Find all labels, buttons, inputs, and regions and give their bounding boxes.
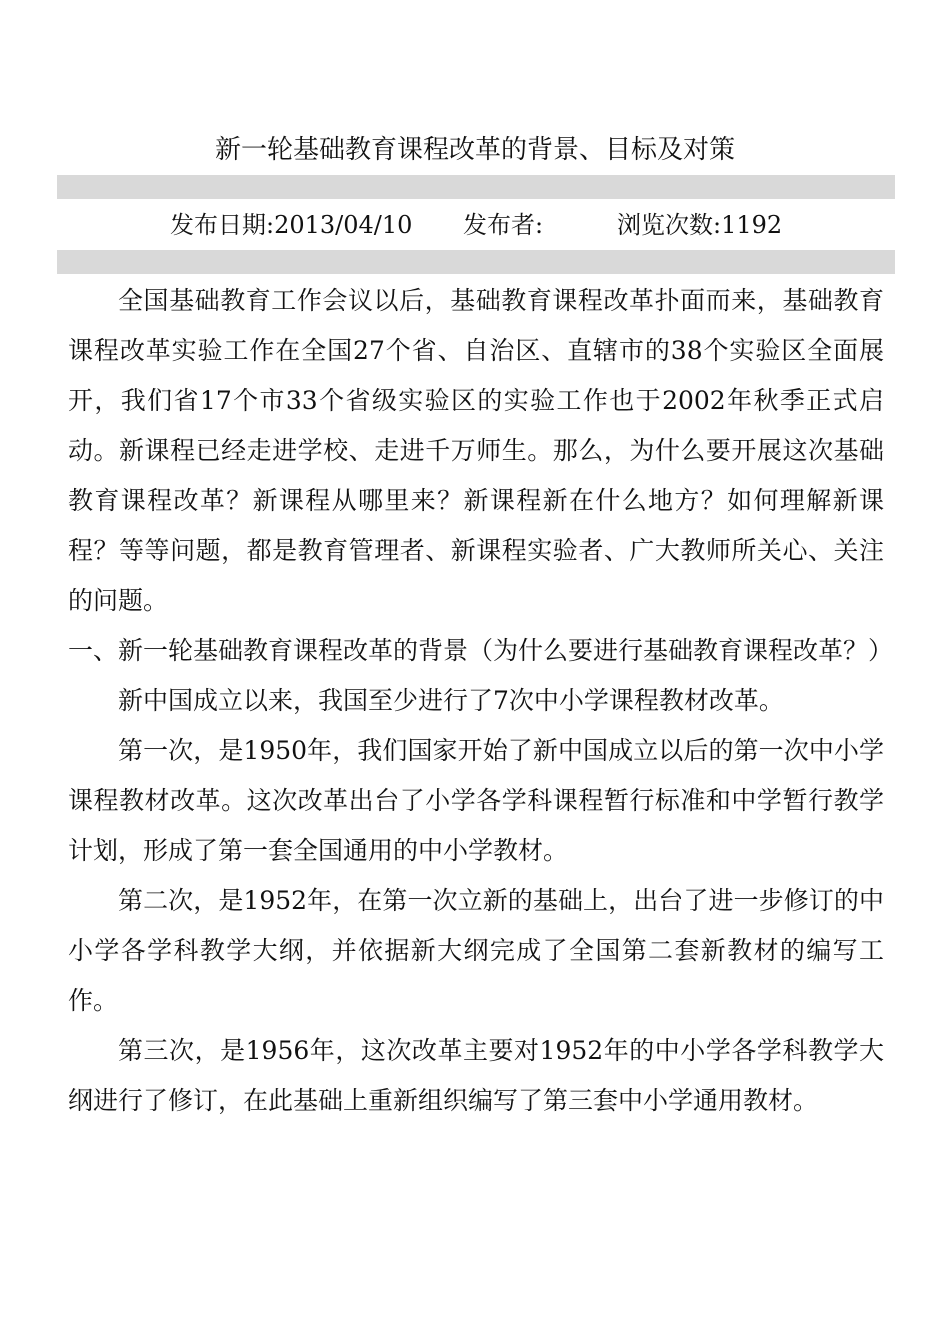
page-title: 新一轮基础教育课程改革的背景、目标及对策 [214,135,735,165]
paragraph: 第三次，是1956年，这次改革主要对1952年的中小学各学科教学大纲进行了修订，在此基础上重新组织编写了第三套中小学通用教材。 [68,1036,884,1115]
paragraph: 第一次，是1950年，我们国家开始了新中国成立以后的第一次中小学课程教材改革。这次改革出台了小学各学科课程暂行标准和中学暂行教学计划，形成了第一套全国通用的中小学教材。 [68,736,884,865]
paragraph: 第二次，是1952年，在第一次立新的基础上，出台了进一步修订的中小学各学科教学大纲，并依据新大纲完成了全国第二套新教材的编写工作。 [68,886,884,1015]
section-heading: 一、新一轮基础教育课程改革的背景（为什么要进行基础教育课程改革？） [68,636,894,665]
article-body [68,276,894,1126]
publish-date: 发布日期:2013/04/10 [170,211,413,239]
paragraph-intro: 全国基础教育工作会议以后，基础教育课程改革扑面而来，基础教育课程改革实验工作在全国27个省、自治区、直辖市的38个实验区全面展开，我们省17个市33个省级实验区的实验工作也于2002年秋季正式启动。新课程已经走进学校、走进千万师生。那么，为什么要开展这次基础教育课程改革？新课程从哪里来？新课程新在什么地方？如何理解新课程？等等问题，都是教育管理者、新课程实验者、广大教师所关心、关注的问题。 [68,286,884,615]
view-count: 浏览次数:1192 [617,211,783,239]
divider-band-top [57,175,895,199]
paragraph: 新中国成立以来，我国至少进行了7次中小学课程教材改革。 [118,686,784,715]
publisher: 发布者: [463,211,544,239]
divider-band-bottom [57,250,895,274]
